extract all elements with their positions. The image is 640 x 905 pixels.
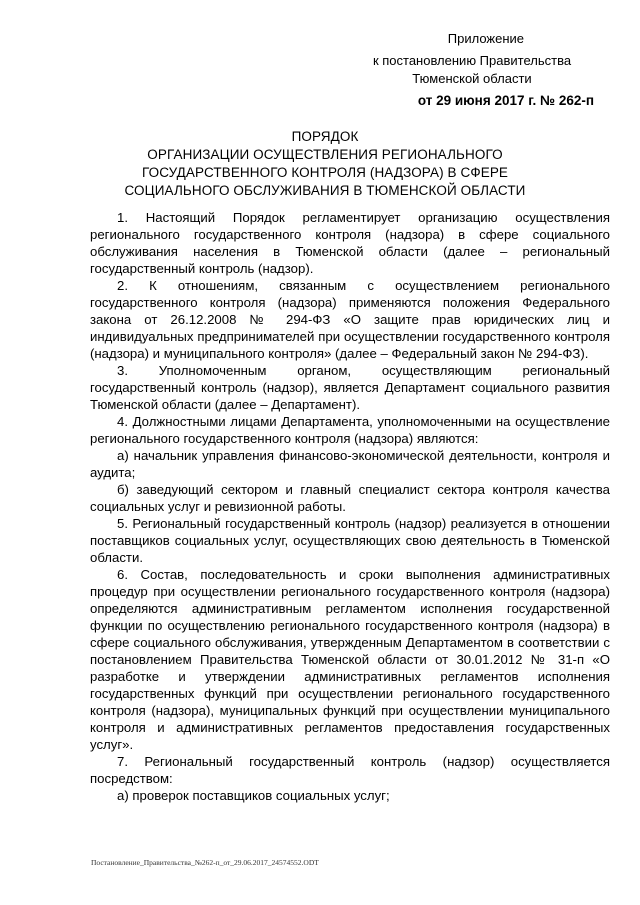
paragraph-7a: а) проверок поставщиков социальных услуг; [117, 788, 390, 803]
title-line-1: ПОРЯДОК [291, 129, 359, 144]
paragraph-1: 1. Настоящий Порядок регламентирует организацию осуществления регионального государственного контроля (надзора) в сфере социального обслуживания населения в Тюменской области (далее – региональный государственный контроль (надзор). [90, 210, 610, 276]
paragraph-4b: б) заведующий сектором и главный специалист сектора контроля качества социальных услуг и ревизионной работы. [90, 482, 610, 514]
paragraph-2: 2. К отношениям, связанным с осуществлением регионального государственного контроля (надзора) применяются положения Федерального закона от 26.12.2008 № 294-ФЗ «О защите прав юридических лиц и индивидуальных предпринимателей при осуществлении государственного контроля (надзора) и муниципального контроля» (далее – Федеральный закон № 294-ФЗ). [90, 278, 610, 361]
paragraph-5: 5. Региональный государственный контроль (надзор) реализуется в отношении поставщиков социальных услуг, осуществляющих свою деятельность в Тюменской области. [90, 516, 610, 565]
title-line-2: ОРГАНИЗАЦИИ ОСУЩЕСТВЛЕНИЯ РЕГИОНАЛЬНОГО [147, 147, 503, 162]
appendix-label: Приложение [447, 31, 524, 46]
paragraph-4a: а) начальник управления финансово-экономической деятельности, контроля и аудита; [90, 448, 610, 480]
paragraph-4: 4. Должностными лицами Департамента, уполномоченными на осуществление регионального государственного контроля (надзора) являются: [90, 414, 610, 446]
document-body [90, 209, 610, 804]
document-title [90, 128, 560, 200]
appendix-resolution-ref: к постановлению Правительства Тюменской области [372, 53, 572, 86]
paragraph-7: 7. Региональный государственный контроль (надзор) осуществляется посредством: [90, 754, 610, 786]
paragraph-3: 3. Уполномоченным органом, осуществляющим региональный государственный контроль (надзор), является Департамент социального развития Тюменской области (далее – Департамент). [90, 363, 610, 412]
paragraph-6: 6. Состав, последовательность и сроки выполнения административных процедур при осуществлении регионального государственного контроля (надзора) определяются административным регламентом исполнения государственной функции по осуществлению регионального государственного контроля (надзора) в сфере социального обслуживания, утвержденным Департаментом в соответствии с постановлением Правительства Тюменской области от 30.01.2012 № 31-п «О разработке и утверждении административных регламентов исполнения государственных функций при осуществлении регионального государственного контроля (надзора), муниципальных функций при осуществлении муниципального контроля и административных регламентов предоставления государственных услуг». [90, 567, 610, 752]
title-line-3: ГОСУДАРСТВЕННОГО КОНТРОЛЯ (НАДЗОРА) В СФЕРЕ [141, 165, 509, 180]
title-line-4: СОЦИАЛЬНОГО ОБСЛУЖИВАНИЯ В ТЮМЕНСКОЙ ОБЛАСТИ [124, 183, 526, 198]
appendix-date-number: от 29 июня 2017 г. № 262-п [417, 93, 594, 108]
footer-filename: Постановление_Правительства_№262-п_от_29.06.2017_24574552.ODT [91, 858, 319, 867]
